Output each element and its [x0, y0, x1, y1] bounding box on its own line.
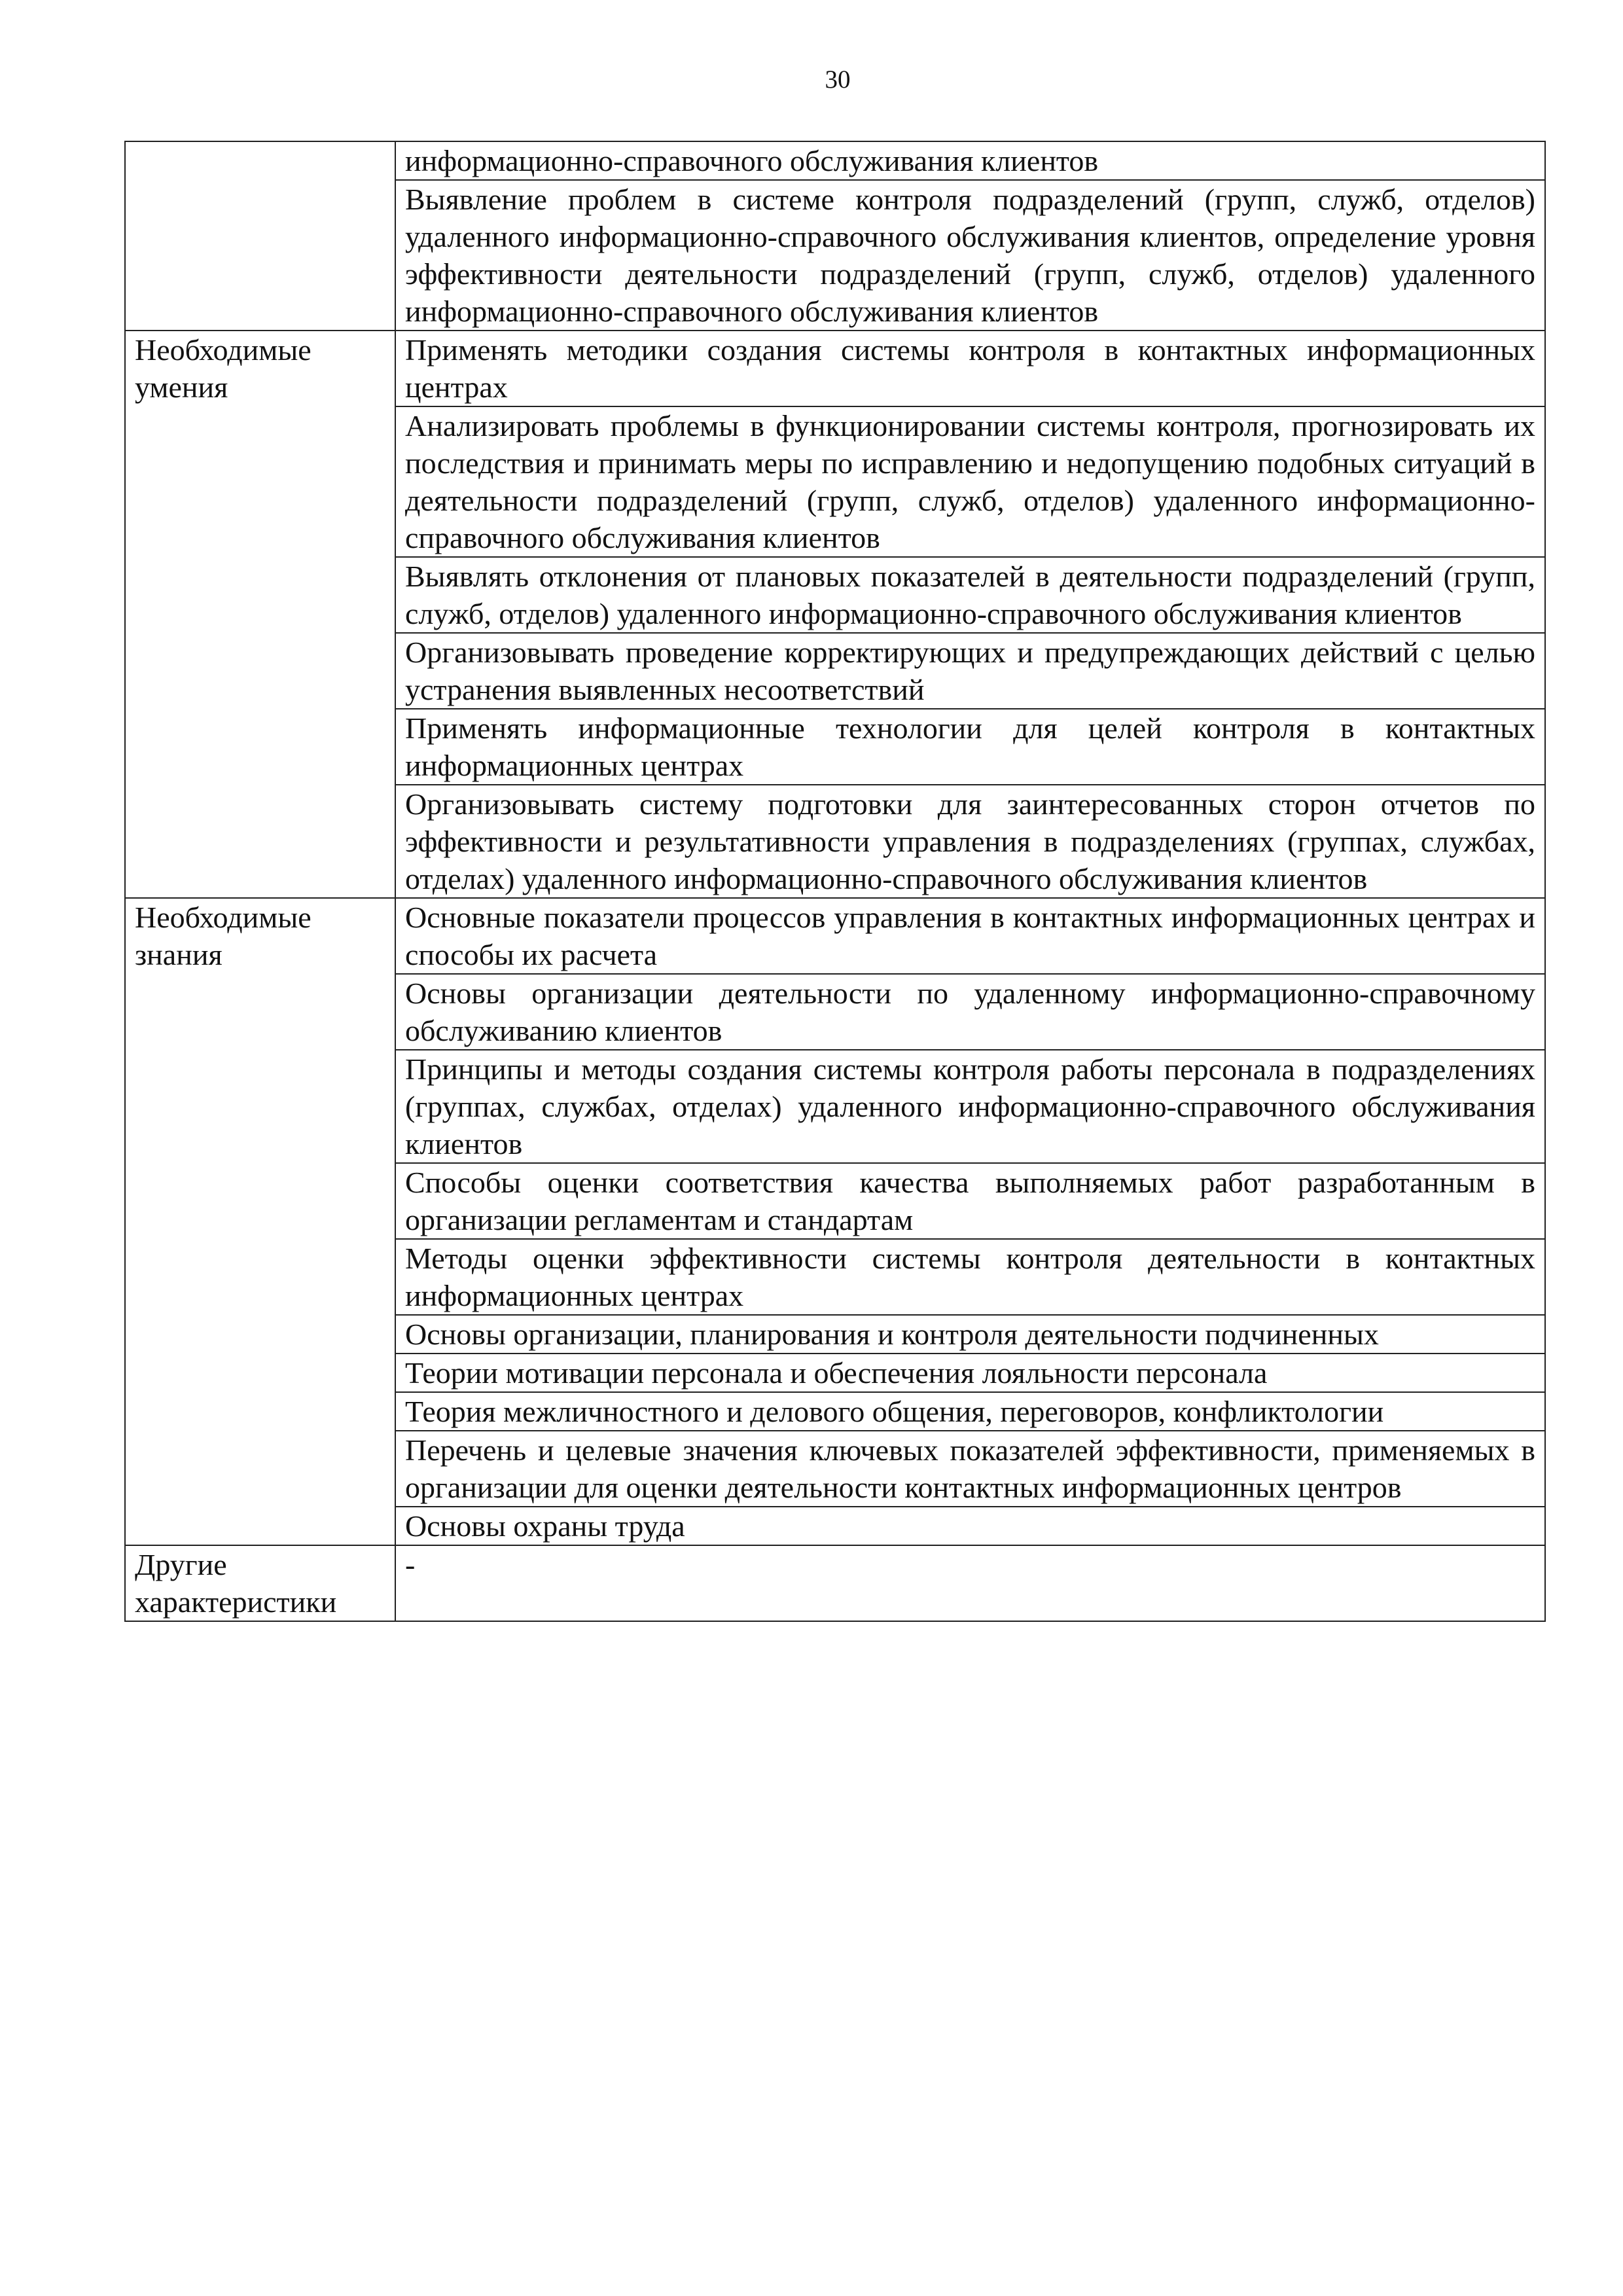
section-label-continuation	[125, 141, 395, 331]
table-cell-text: Перечень и целевые значения ключевых показателей эффективности, применяемых в организации для оценки деятельности контактных информационных центров	[395, 1431, 1545, 1507]
page-number: 30	[825, 65, 851, 94]
table-cell-text: Теории мотивации персонала и обеспечения лояльности персонала	[395, 1354, 1545, 1392]
table-cell-text: Основы охраны труда	[395, 1507, 1545, 1545]
table-cell-text: Принципы и методы создания системы контроля работы персонала в подразделениях (группах, службах, отделах) удаленного информационно-справочного обслуживания клиентов	[395, 1050, 1545, 1163]
section-label-line: Необходимые	[135, 333, 312, 367]
table-cell-text: Способы оценки соответствия качества выполняемых работ разработанным в организации регламентам и стандартам	[395, 1163, 1545, 1239]
table-cell-text: информационно-справочного обслуживания клиентов	[395, 141, 1545, 180]
table-row	[125, 331, 1545, 406]
table-row	[125, 141, 1545, 180]
table-cell-text: Основы организации, планирования и контроля деятельности подчиненных	[395, 1315, 1545, 1354]
table-cell-text: Применять информационные технологии для целей контроля в контактных информационных центрах	[395, 709, 1545, 785]
table-cell-text: Методы оценки эффективности системы контроля деятельности в контактных информационных центрах	[395, 1239, 1545, 1315]
table-cell-text: Организовывать проведение корректирующих и предупреждающих действий с целью устранения выявленных несоответствий	[395, 633, 1545, 709]
table-cell-text: Анализировать проблемы в функционировании системы контроля, прогнозировать их последствия и принимать меры по исправлению и недопущению подобных ситуаций в деятельности подразделений (групп, служб, отделов) удаленного информационно-справочного обслуживания клиентов	[395, 406, 1545, 557]
table-row	[125, 898, 1545, 974]
table-cell-text: -	[395, 1545, 1545, 1621]
section-label-other	[125, 1545, 395, 1621]
section-label-line: характеристики	[135, 1585, 337, 1619]
table-cell-text: Основные показатели процессов управления в контактных информационных центрах и способы их расчета	[395, 898, 1545, 974]
table-cell-text: Выявление проблем в системе контроля подразделений (групп, служб, отделов) удаленного информационно-справочного обслуживания клиентов, определение уровня эффективности деятельности подразделений (групп, служб, отделов) удаленного информационно-справочного обслуживания клиентов	[395, 180, 1545, 331]
section-label-line: умения	[135, 370, 228, 404]
table-cell-text: Организовывать систему подготовки для заинтересованных сторон отчетов по эффективности и результативности управления в подразделениях (группах, службах, отделах) удаленного информационно-справочного обслуживания клиентов	[395, 785, 1545, 898]
section-label-knowledge	[125, 898, 395, 1545]
section-label-line: Другие	[135, 1548, 227, 1581]
table-cell-text: Основы организации деятельности по удаленному информационно-справочному обслуживанию клиентов	[395, 974, 1545, 1050]
table-cell-text: Применять методики создания системы контроля в контактных информационных центрах	[395, 331, 1545, 406]
table-cell-text: Теория межличностного и делового общения, переговоров, конфликтологии	[395, 1392, 1545, 1431]
section-label-line: Необходимые	[135, 901, 312, 934]
section-label-line: знания	[135, 938, 223, 971]
table-row	[125, 1545, 1545, 1621]
characteristics-table	[124, 141, 1546, 1622]
section-label-skills	[125, 331, 395, 898]
table-cell-text: Выявлять отклонения от плановых показателей в деятельности подразделений (групп, служб, отделов) удаленного информационно-справочного обслуживания клиентов	[395, 557, 1545, 633]
